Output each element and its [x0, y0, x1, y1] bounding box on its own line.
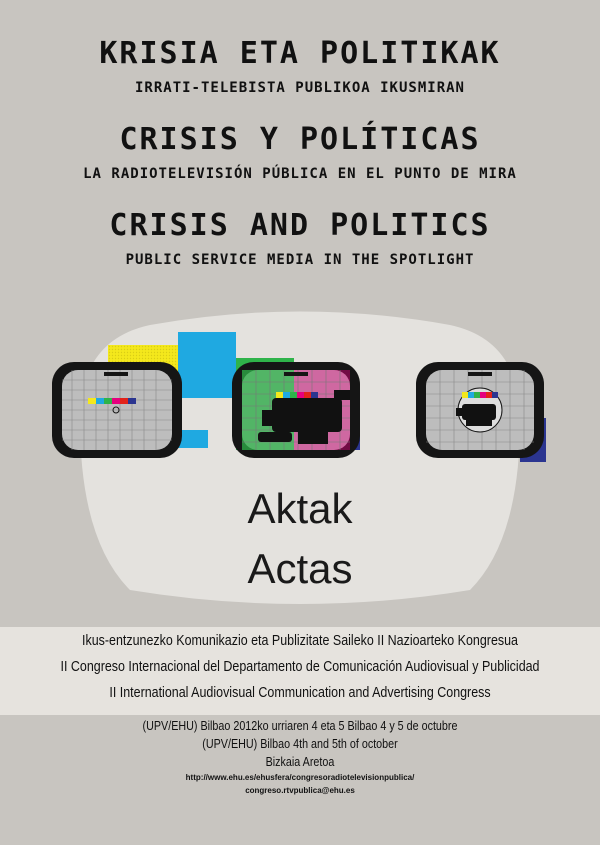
congress-name-basque: Ikus-entzunezko Komunikazio eta Publizitate Saileko II Nazioarteko Kongresua — [81, 633, 518, 649]
event-date-english: (UPV/EHU) Bilbao 4th and 5th of october — [202, 737, 398, 751]
title-spanish: CRISIS Y POLÍTICAS — [119, 122, 481, 157]
title-basque: KRISIA ETA POLITIKAK — [99, 36, 501, 71]
email-link[interactable]: congreso.rtvpublica@ehu.es — [245, 786, 355, 795]
tv-test-card-icon — [52, 362, 182, 458]
cyan-block — [178, 332, 236, 398]
subtitle-basque: IRRATI-TELEBISTA PUBLIKOA IKUSMIRAN — [134, 80, 465, 96]
subtitle-english: PUBLIC SERVICE MEDIA IN THE SPOTLIGHT — [125, 252, 475, 268]
event-venue: Bizkaia Aretoa — [265, 755, 335, 769]
cyan-block-small — [178, 430, 208, 448]
website-link[interactable]: http://www.ehu.es/ehusfera/congresoradiotelevisionpublica/ — [185, 773, 415, 782]
congress-name-english: II International Audiovisual Communication and Advertising Congress — [109, 685, 491, 701]
book-title-spanish: Actas — [247, 545, 353, 592]
book-title-basque: Aktak — [247, 485, 353, 532]
subtitle-spanish: LA RADIOTELEVISIÓN PÚBLICA EN EL PUNTO DE MIRA — [83, 166, 517, 182]
tv-test-card-icon — [416, 362, 544, 458]
event-date-basque-spanish: (UPV/EHU) Bilbao 2012ko urriaren 4 eta 5 Bilbao 4 y 5 de octubre — [142, 719, 458, 733]
title-english: CRISIS AND POLITICS — [109, 208, 491, 243]
congress-name-spanish: II Congreso Internacional del Departamento de Comunicación Audiovisual y Publicidad — [60, 659, 540, 675]
